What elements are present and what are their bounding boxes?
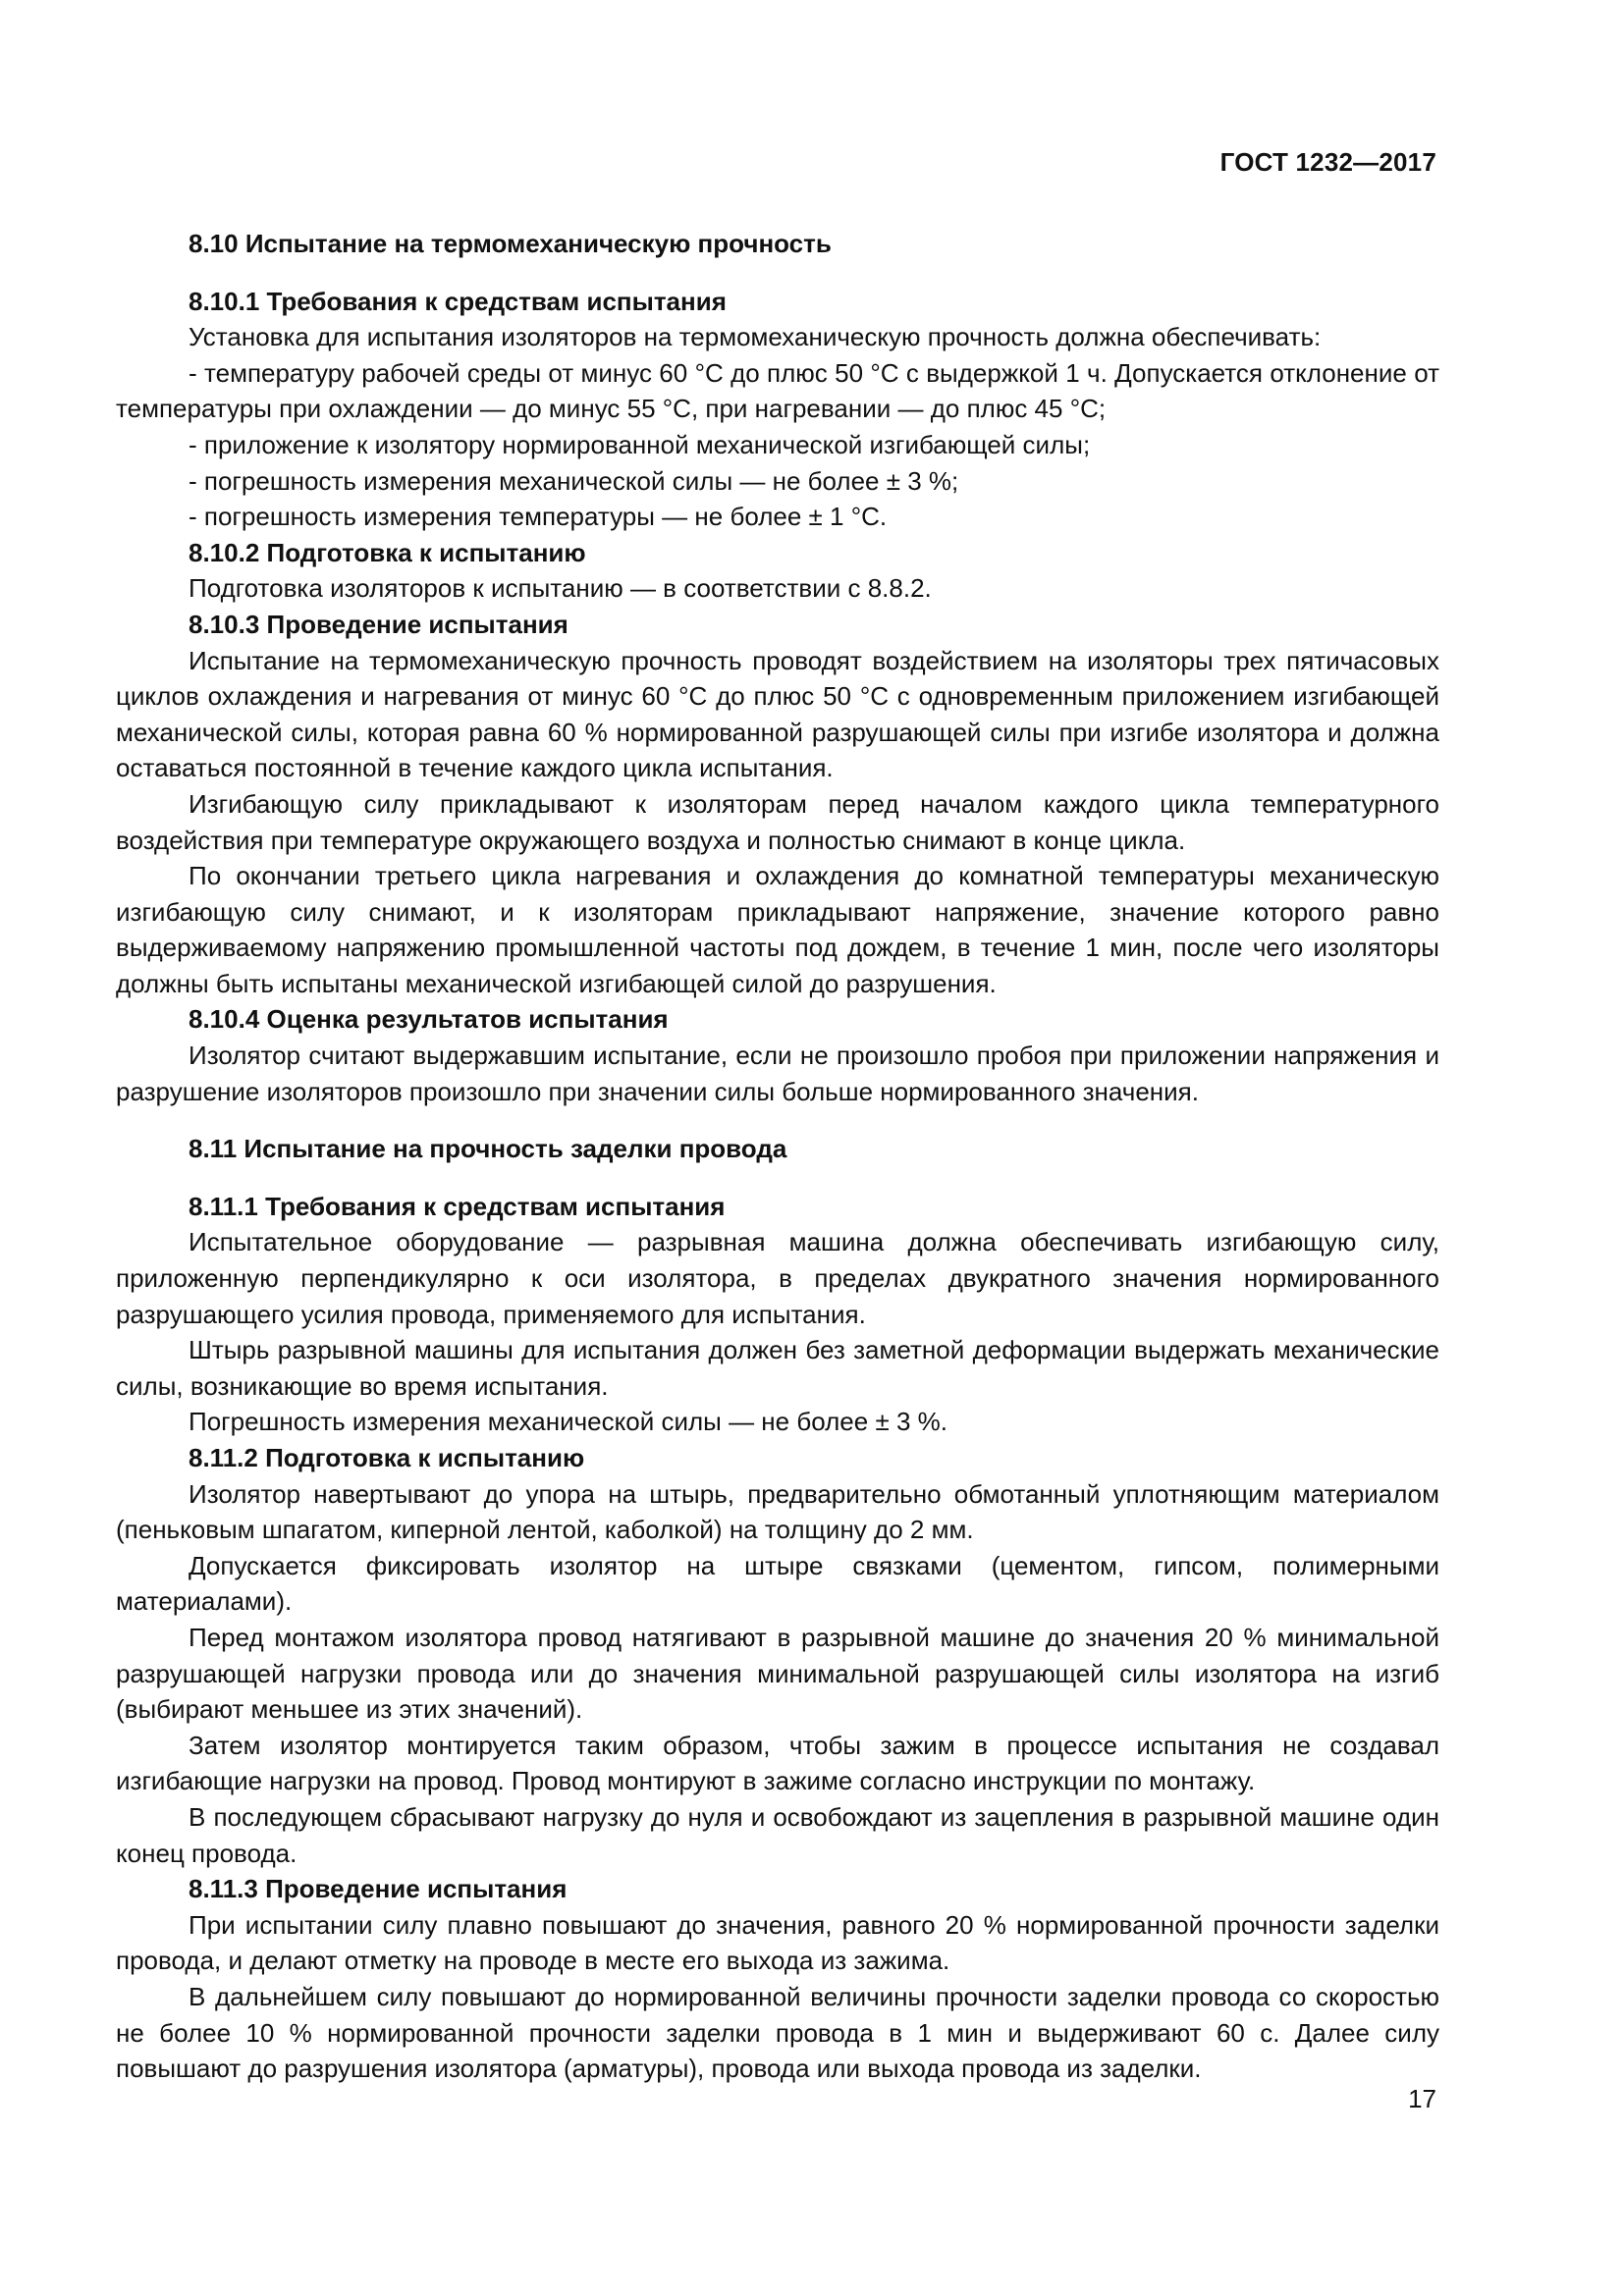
subsection-title-8-10-1: 8.10.1 Требования к средствам испытания <box>189 286 727 316</box>
paragraph: Установка для испытания изоляторов на термомеханическую прочность должна обеспечивать: <box>189 322 1322 352</box>
subsection-title-8-11-1: 8.11.1 Требования к средствам испытания <box>189 1191 726 1221</box>
paragraph: По окончании третьего цикла нагревания и охлаждения до комнатной температуры механическую изгибающую силу снимают, и к изоляторам прикладывают напряжение, значение которого равно выдерживаемому напряжению промышленной частоты под дождем, в течение 1 мин, после чего изоляторы должны быть испытаны механической изгибающей силой до разрушения. <box>116 861 1439 998</box>
paragraph: При испытании силу плавно повышают до значения, равного 20 % нормированной прочности заделки провода, и делают отметку на проводе в месте его выхода из зажима. <box>116 1909 1439 1976</box>
paragraph: В последующем сбрасывают нагрузку до нуля и освобождают из зацепления в разрывной машине один конец провода. <box>116 1801 1439 1868</box>
subsection-title-8-10-2: 8.10.2 Подготовка к испытанию <box>189 537 586 567</box>
section-title-8-11: 8.11 Испытание на прочность заделки провода <box>189 1134 787 1164</box>
document-body <box>116 226 1439 2087</box>
paragraph: Штырь разрывной машины для испытания должен без заметной деформации выдержать механические силы, возникающие во время испытания. <box>116 1335 1439 1401</box>
list-item: - приложение к изолятору нормированной механической изгибающей силы; <box>189 429 1091 459</box>
subsection-title-8-10-3: 8.10.3 Проведение испытания <box>189 609 568 639</box>
paragraph: Изолятор навертывают до упора на штырь, предварительно обмотанный уплотняющим материалом (пеньковым шпагатом, киперной лентой, каболкой) на толщину до 2 мм. <box>116 1478 1439 1545</box>
paragraph: Погрешность измерения механической силы — не более ± 3 %. <box>189 1407 947 1437</box>
subsection-title-8-11-2: 8.11.2 Подготовка к испытанию <box>189 1443 585 1472</box>
list-item: - погрешность измерения температуры — не более ± 1 °С. <box>189 502 888 532</box>
paragraph: Затем изолятор монтируется таким образом, чтобы зажим в процессе испытания не создавал изгибающие нагрузки на провод. Провод монтируют в зажиме согласно инструкции по монтажу. <box>116 1730 1439 1796</box>
subsection-title-8-10-4: 8.10.4 Оценка результатов испытания <box>189 1004 669 1035</box>
paragraph: Изгибающую силу прикладывают к изоляторам перед началом каждого цикла температурного воздействия при температуре окружающего воздуха и полностью снимают в конце цикла. <box>116 788 1439 855</box>
paragraph: Испытание на термомеханическую прочность проводят воздействием на изоляторы трех пятичасовых циклов охлаждения и нагревания от минус 60 °С до плюс 50 °С с одновременным приложением изгибающей механической силы, которая равна 60 % нормированной разрушающей силы при изгибе изолятора и должна оставаться постоянной в течение каждого цикла испытания. <box>116 645 1439 783</box>
paragraph: Подготовка изоляторов к испытанию — в соответствии с 8.8.2. <box>189 573 932 604</box>
paragraph: Испытательное оборудование — разрывная машина должна обеспечивать изгибающую силу, приложенную перпендикулярно к оси изолятора, в пределах двукратного значения нормированного разрушающего усилия провода, применяемого для испытания. <box>116 1227 1439 1329</box>
list-item: - температуру рабочей среды от минус 60 °С до плюс 50 °С с выдержкой 1 ч. Допускается отклонение от температуры при охлаждении — до минус 55 °С, при нагревании — до плюс 45 °С; <box>116 357 1439 424</box>
paragraph: Изолятор считают выдержавшим испытание, если не произошло пробоя при приложении напряжения и разрушение изоляторов произошло при значении силы больше нормированного значения. <box>116 1041 1439 1106</box>
document-header: ГОСТ 1232—2017 <box>1219 147 1436 177</box>
paragraph: Перед монтажом изолятора провод натягивают в разрывной машине до значения 20 % минимальной разрушающей нагрузки провода или до значения минимальной разрушающей силы изолятора на изгиб (выбирают меньшее из этих значений). <box>116 1622 1439 1725</box>
page-number: 17 <box>1408 2084 1436 2113</box>
subsection-title-8-11-3: 8.11.3 Проведение испытания <box>189 1874 568 1904</box>
paragraph: Допускается фиксировать изолятор на штыре связками (цементом, гипсом, полимерными материалами). <box>116 1550 1439 1617</box>
paragraph: В дальнейшем силу повышают до нормированной величины прочности заделки провода со скоростью не более 10 % нормированной прочности заделки провода в 1 мин и выдерживают 60 с. Далее силу повышают до разрушения изолятора (арматуры), провода или выхода провода из заделки. <box>116 1981 1439 2084</box>
list-item: - погрешность измерения механической силы — не более ± 3 %; <box>189 465 959 496</box>
section-title-8-10: 8.10 Испытание на термомеханическую прочность <box>189 229 832 258</box>
